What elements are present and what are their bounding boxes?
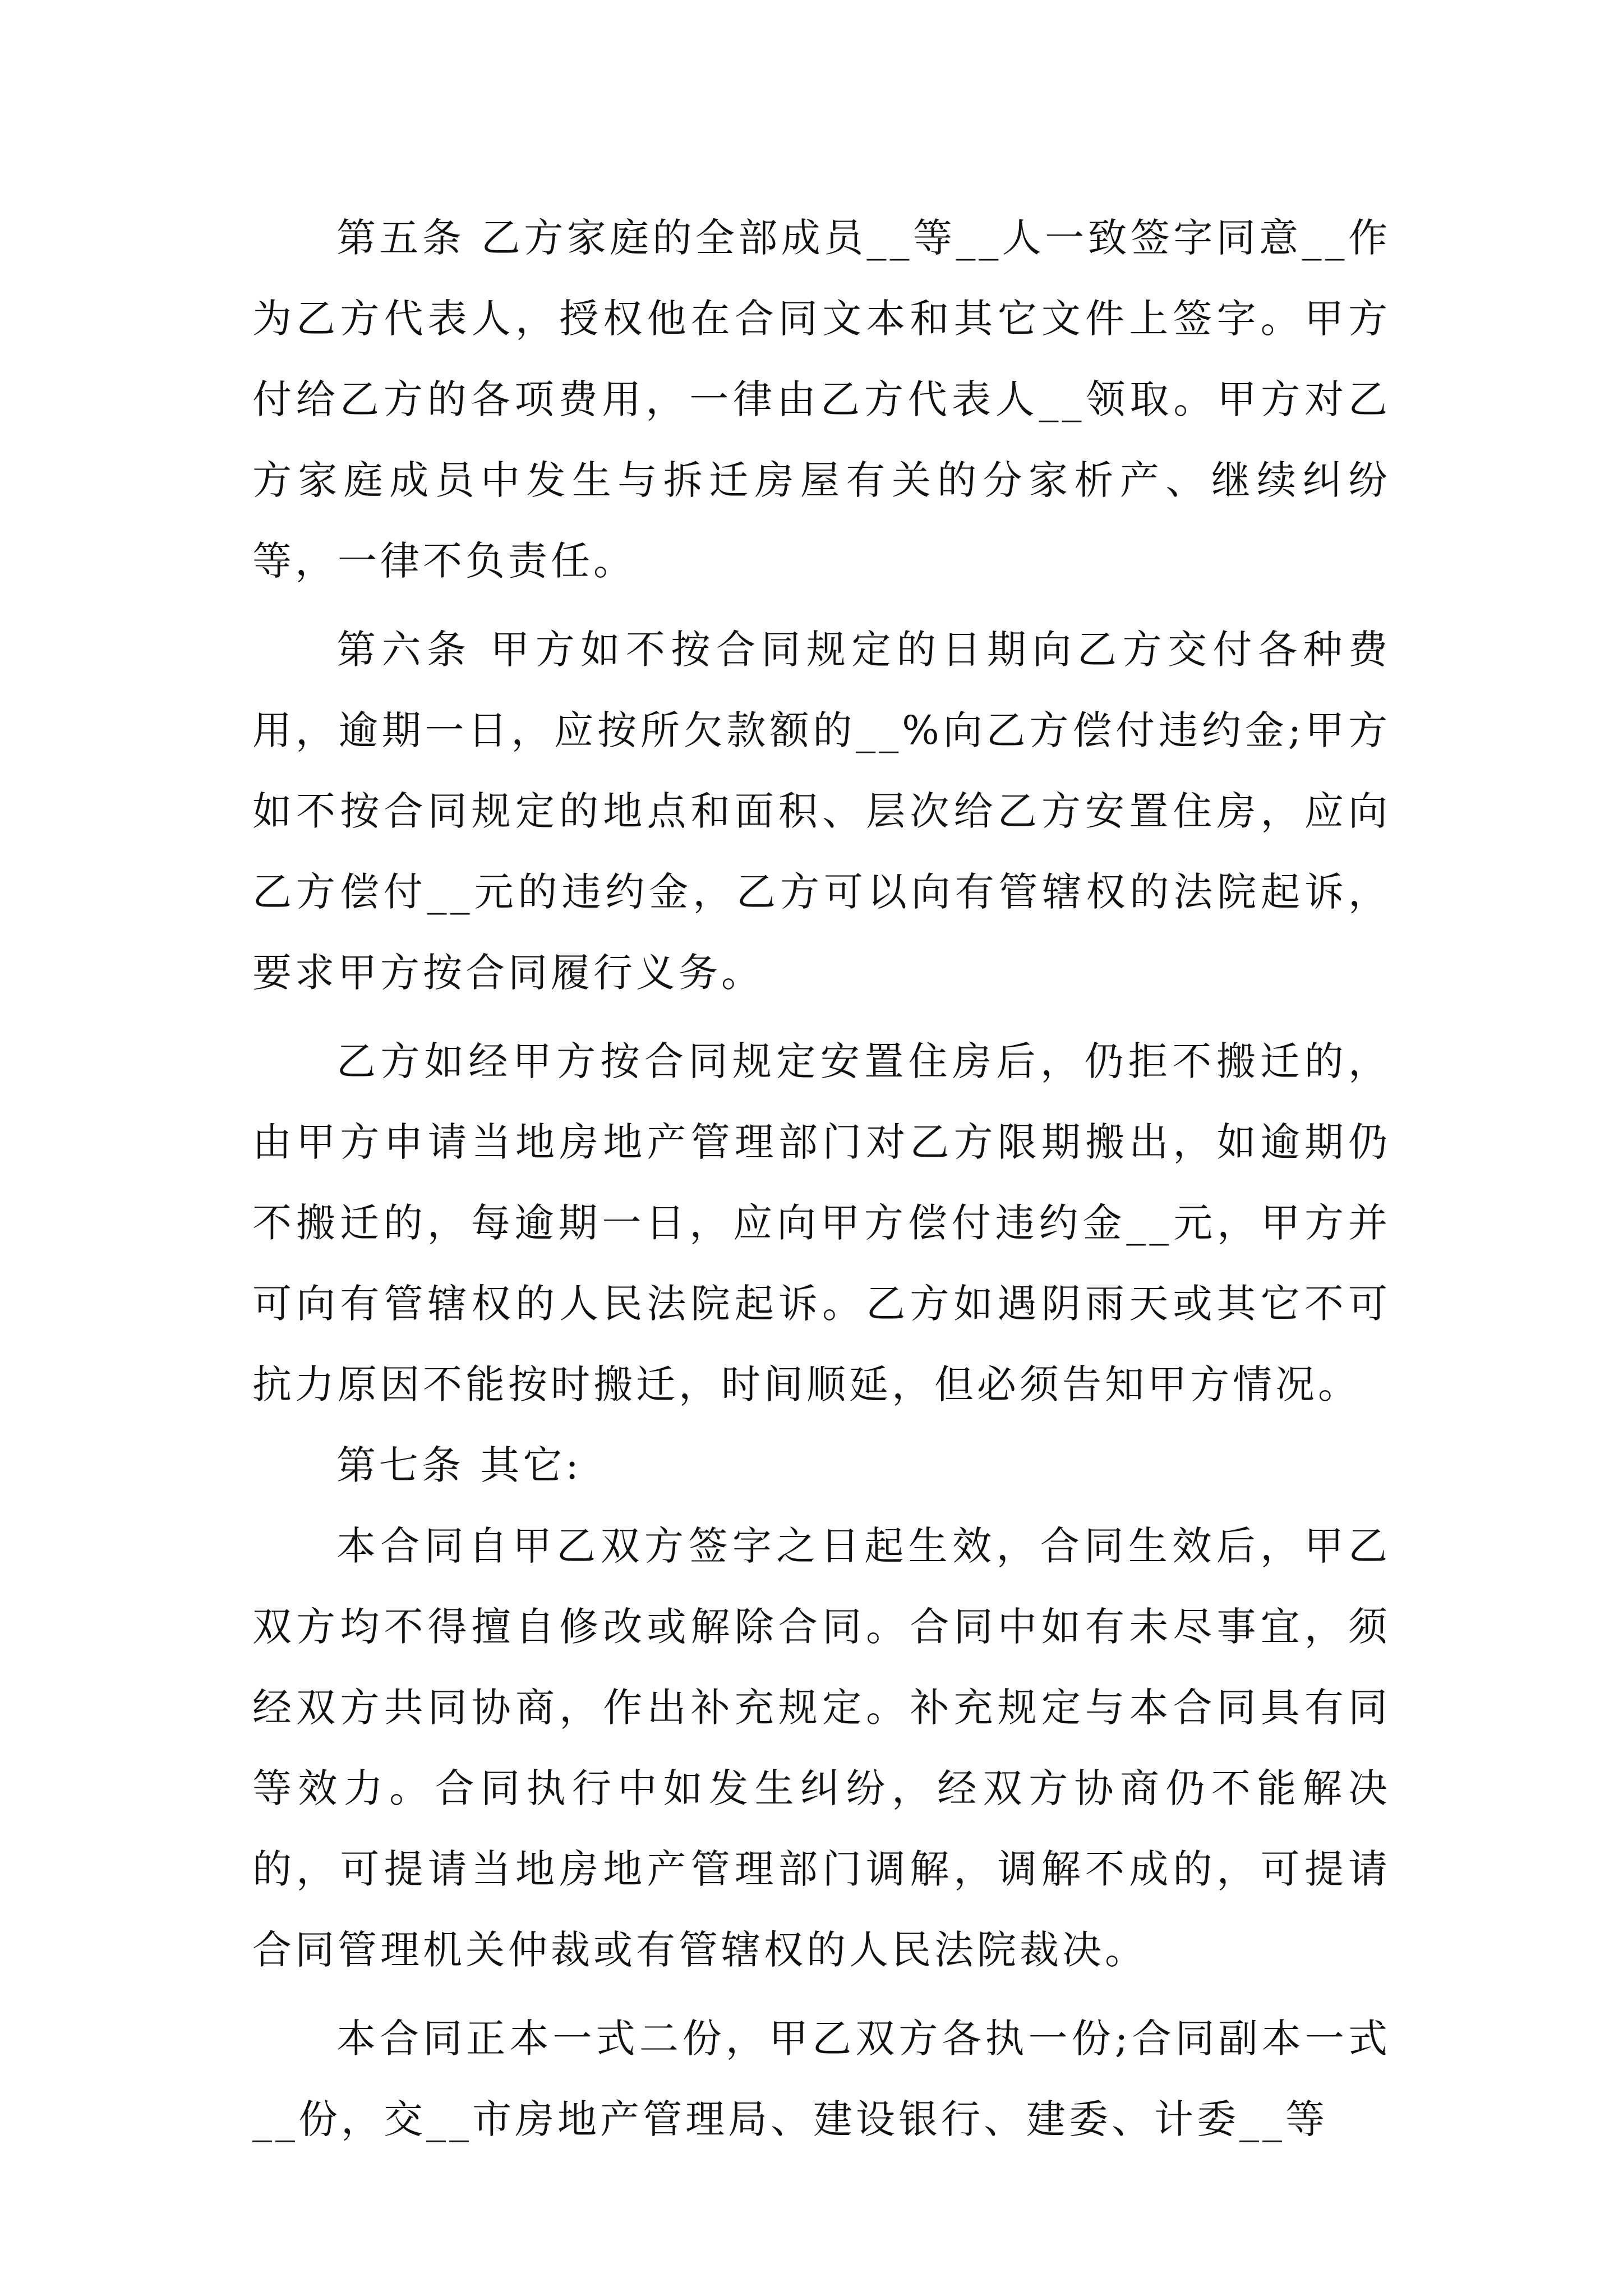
effectiveness-paragraph: 本合同自甲乙双方签字之日起生效，合同生效后，甲乙双方均不得擅自修改或解除合同。合同中如有未尽事宜，须经双方共同协商，作出补充规定。补充规定与本合同具有同等效力。合同执行中如发生纠纷，经双方协商仍不能解决的，可提请当地房地产管理部门调解，调解不成的，可提请合同管理机关仲裁或有管辖权的人民法院裁决。 — [252, 1523, 1391, 1973]
article-7-heading: 第七条 其它: — [336, 1442, 582, 1488]
article-6-continuation-paragraph: 乙方如经甲方按合同规定安置住房后，仍拒不搬迁的，由甲方申请当地房地产管理部门对乙方限期搬出，如逾期仍不搬迁的，每逾期一日，应向甲方偿付违约金__元，甲方并可向有管辖权的人民法院起诉。乙方如遇阴雨天或其它不可抗力原因不能按时搬迁，时间顺延，但必须告知甲方情况。 — [252, 1038, 1391, 1407]
article-5-paragraph: 第五条 乙方家庭的全部成员__等__人一致签字同意__作为乙方代表人，授权他在合同文本和其它文件上签字。甲方付给乙方的各项费用，一律由乙方代表人__领取。甲方对乙方家庭成员中发生与拆迁房屋有关的分家析产、继续纠纷等，一律不负责任。 — [252, 215, 1391, 584]
article-6-paragraph: 第六条 甲方如不按合同规定的日期向乙方交付各种费用，逾期一日，应按所欠款额的__%向乙方偿付违约金;甲方如不按合同规定的地点和面积、层次给乙方安置住房，应向乙方偿付__元的违约金，乙方可以向有管辖权的法院起诉，要求甲方按合同履行义务。 — [252, 627, 1391, 996]
copies-paragraph: 本合同正本一式二份，甲乙双方各执一份;合同副本一式__份，交__市房地产管理局、建设银行、建委、计委__等 — [252, 2016, 1391, 2142]
document-body — [252, 197, 1391, 2160]
